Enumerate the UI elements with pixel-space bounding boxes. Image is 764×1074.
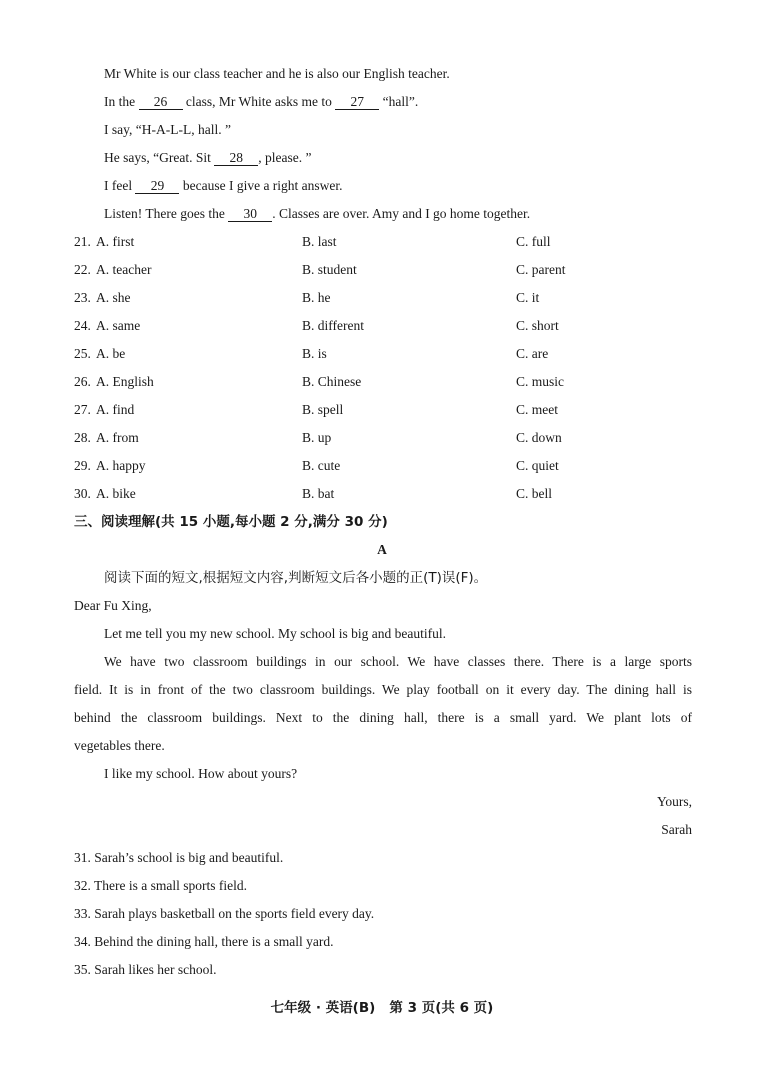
- option-c: C. short: [516, 318, 559, 333]
- question-number: 26.: [74, 374, 91, 389]
- part-label: A: [377, 542, 387, 557]
- blank-29: 29: [135, 178, 179, 194]
- option-a: A. she: [96, 290, 131, 305]
- blank-28: 28: [214, 150, 258, 166]
- passage-line-6: [104, 205, 530, 223]
- option-row-25: [74, 345, 694, 363]
- letter-paragraph-2-line-4: vegetables there.: [74, 738, 165, 753]
- page-footer: 七年级 · 英语(B) 第 3 页(共 6 页): [270, 1000, 494, 1016]
- passage-text: I say, “H-A-L-L, hall. ”: [104, 122, 231, 137]
- option-row-22: [74, 261, 694, 279]
- option-row-24: [74, 317, 694, 335]
- section-heading: 三、阅读理解(共 15 小题,每小题 2 分,满分 30 分): [74, 514, 388, 530]
- option-c: C. music: [516, 374, 565, 389]
- option-row-26: [74, 373, 694, 391]
- question-number: 29.: [74, 458, 91, 473]
- passage-text: class, Mr White asks me to: [185, 94, 332, 109]
- option-a: A. teacher: [96, 262, 152, 277]
- letter-paragraph-3: I like my school. How about yours?: [104, 766, 298, 781]
- option-row-30: [74, 485, 694, 503]
- passage-line-3: [104, 121, 231, 139]
- question-number: 27.: [74, 402, 91, 417]
- passage-text: He says, “Great. Sit: [104, 150, 211, 165]
- question-number: 24.: [74, 318, 91, 333]
- question-31: 31. Sarah’s school is big and beautiful.: [74, 850, 284, 865]
- option-row-28: [74, 429, 694, 447]
- question-number: 28.: [74, 430, 91, 445]
- blank-30: 30: [228, 206, 272, 222]
- option-a: A. same: [96, 318, 141, 333]
- option-row-23: [74, 289, 694, 307]
- passage-text: because I give a right answer.: [182, 178, 343, 193]
- question-34: 34. Behind the dining hall, there is a small yard.: [74, 934, 334, 949]
- option-b: B. last: [302, 234, 337, 249]
- instruction-text: 阅读下面的短文,根据短文内容,判断短文后各小题的正(T)误(F)。: [104, 570, 488, 586]
- letter-paragraph-2-line-1: We have two classroom buildings in our school. We have classes there. There is a large sports: [104, 654, 692, 669]
- option-c: C. it: [516, 290, 540, 305]
- passage-text: In the: [104, 94, 136, 109]
- option-row-27: [74, 401, 694, 419]
- passage-text: I feel: [104, 178, 133, 193]
- question-number: 25.: [74, 346, 91, 361]
- option-c: C. parent: [516, 262, 566, 277]
- option-row-21: [74, 233, 694, 251]
- question-number: 30.: [74, 486, 91, 501]
- blank-26: 26: [139, 94, 183, 110]
- option-row-29: [74, 457, 694, 475]
- option-c: C. are: [516, 346, 549, 361]
- option-b: B. cute: [302, 458, 341, 473]
- letter-paragraph-1: Let me tell you my new school. My school is big and beautiful.: [104, 626, 446, 641]
- option-b: B. is: [302, 346, 327, 361]
- question-number: 21.: [74, 234, 91, 249]
- passage-line-1: [104, 65, 450, 83]
- passage-text: Listen! There goes the: [104, 206, 225, 221]
- passage-text: . Classes are over. Amy and I go home together.: [272, 206, 531, 221]
- option-b: B. student: [302, 262, 357, 277]
- option-a: A. from: [96, 430, 139, 445]
- option-c: C. quiet: [516, 458, 559, 473]
- option-a: A. be: [96, 346, 126, 361]
- option-b: B. Chinese: [302, 374, 362, 389]
- question-33: 33. Sarah plays basketball on the sports field every day.: [74, 906, 375, 921]
- passage-text: Mr White is our class teacher and he is also our English teacher.: [104, 66, 450, 81]
- option-a: A. happy: [96, 458, 146, 473]
- letter-signature: Sarah: [661, 822, 692, 837]
- letter-paragraph-2-line-3: behind the classroom buildings. Next to the dining hall, there is a small yard. We plant lots of: [74, 710, 692, 725]
- passage-line-4: [104, 149, 311, 167]
- question-35: 35. Sarah likes her school.: [74, 962, 217, 977]
- blank-27: 27: [335, 94, 379, 110]
- letter-greeting: Dear Fu Xing,: [74, 598, 152, 613]
- option-a: A. first: [96, 234, 135, 249]
- question-number: 23.: [74, 290, 91, 305]
- passage-line-2: [104, 93, 418, 111]
- option-b: B. spell: [302, 402, 344, 417]
- passage-text: “hall”.: [382, 94, 419, 109]
- option-a: A. bike: [96, 486, 136, 501]
- option-b: B. he: [302, 290, 331, 305]
- option-b: B. up: [302, 430, 332, 445]
- question-number: 22.: [74, 262, 91, 277]
- passage-text: , please. ”: [258, 150, 312, 165]
- option-c: C. full: [516, 234, 551, 249]
- option-a: A. English: [96, 374, 154, 389]
- passage-line-5: [104, 177, 343, 195]
- option-a: A. find: [96, 402, 135, 417]
- option-c: C. down: [516, 430, 562, 445]
- letter-closing: Yours,: [656, 794, 692, 809]
- option-c: C. bell: [516, 486, 552, 501]
- option-b: B. different: [302, 318, 364, 333]
- letter-paragraph-2-line-2: field. It is in front of the two classroom buildings. We play football on it every day. The dining hall is: [74, 682, 692, 697]
- option-b: B. bat: [302, 486, 335, 501]
- option-c: C. meet: [516, 402, 558, 417]
- question-32: 32. There is a small sports field.: [74, 878, 247, 893]
